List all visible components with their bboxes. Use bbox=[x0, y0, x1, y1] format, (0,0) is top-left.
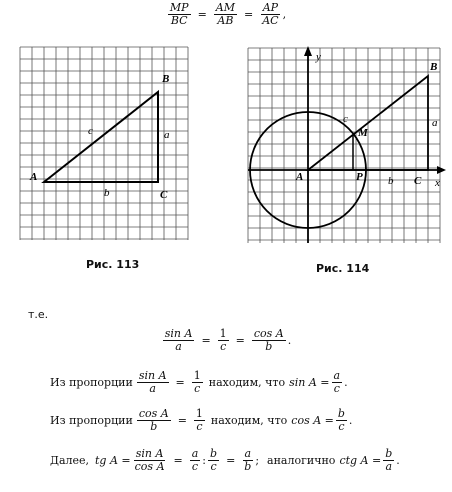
point-label-p: P bbox=[356, 171, 363, 183]
fraction-a-c bbox=[190, 448, 201, 472]
axis-label-x: x bbox=[435, 177, 440, 189]
fraction-1-c bbox=[218, 328, 229, 352]
numerator: cos A bbox=[253, 327, 284, 340]
numerator: a bbox=[244, 447, 252, 460]
text-prefix: Из пропорции bbox=[50, 413, 133, 427]
period: . bbox=[348, 413, 353, 427]
point-label-c: C bbox=[414, 175, 422, 187]
denominator: AC bbox=[262, 13, 279, 27]
denominator: b bbox=[265, 339, 273, 353]
derivation-line-tg bbox=[50, 448, 450, 472]
y-axis-arrow-icon bbox=[304, 46, 312, 56]
denominator: a bbox=[175, 339, 182, 353]
derivation-line-sin bbox=[50, 370, 450, 394]
numerator: sin A bbox=[138, 369, 167, 382]
fraction-a-b bbox=[242, 448, 253, 472]
text-tg: tg A = bbox=[95, 453, 131, 467]
colon: : bbox=[202, 453, 207, 467]
side-label-a: a bbox=[432, 117, 438, 129]
denominator: c bbox=[191, 459, 199, 473]
text-result: cos A = bbox=[291, 413, 334, 427]
side-label-c: c bbox=[343, 113, 348, 125]
numerator: sin A bbox=[164, 327, 193, 340]
equals-sign: = bbox=[244, 7, 254, 21]
denominator: c bbox=[194, 381, 201, 395]
fraction-1-c bbox=[192, 370, 203, 394]
denominator: c bbox=[220, 339, 227, 353]
denominator: c bbox=[210, 459, 217, 473]
denominator: BC bbox=[170, 13, 188, 27]
fraction-cosa-b bbox=[137, 408, 171, 432]
numerator: b bbox=[337, 407, 345, 420]
side-label-c: c bbox=[88, 125, 93, 137]
side-label-b: b bbox=[388, 175, 394, 187]
numerator: sin A bbox=[135, 447, 164, 460]
equals-sign: = bbox=[175, 375, 185, 389]
derivation-line-cos bbox=[50, 408, 450, 432]
denominator: c bbox=[338, 419, 345, 433]
equals-sign: = bbox=[201, 333, 211, 347]
denominator: c bbox=[333, 381, 340, 395]
figure-113-caption: Рис. 113 bbox=[86, 258, 140, 271]
text-result: sin A = bbox=[289, 375, 330, 389]
point-label-b: B bbox=[430, 61, 438, 73]
equals-sign: = bbox=[197, 7, 207, 21]
numerator: a bbox=[191, 447, 199, 460]
fraction-b-a bbox=[383, 448, 394, 472]
denominator: b bbox=[150, 419, 158, 433]
numerator: 1 bbox=[195, 407, 203, 420]
te-text: т.е. bbox=[28, 308, 49, 321]
point-label-c: C bbox=[160, 189, 168, 201]
fraction-cosa-b bbox=[252, 328, 286, 352]
axis-label-y: y bbox=[316, 51, 321, 63]
equals-sign: = bbox=[177, 413, 187, 427]
numerator: a bbox=[333, 369, 341, 382]
numerator: 1 bbox=[193, 369, 201, 382]
denominator: b bbox=[244, 459, 252, 473]
equals-sign: = bbox=[235, 333, 245, 347]
text-prefix: Из пропорции bbox=[50, 375, 133, 389]
numerator: 1 bbox=[219, 327, 227, 340]
figure-114-caption: Рис. 114 bbox=[316, 262, 370, 275]
fraction-sina-a bbox=[163, 328, 195, 352]
point-label-b: B bbox=[162, 73, 170, 85]
point-label-a: A bbox=[30, 171, 38, 183]
text-analog: аналогично bbox=[267, 453, 336, 467]
x-axis-arrow-icon bbox=[437, 166, 446, 174]
point-label-m: M bbox=[358, 127, 368, 139]
side-label-a: a bbox=[164, 129, 170, 141]
numerator: AP bbox=[262, 1, 279, 14]
period: . bbox=[344, 375, 348, 389]
denominator: cos A bbox=[134, 459, 165, 473]
numerator: MP bbox=[169, 1, 189, 14]
period: . bbox=[396, 453, 400, 467]
denominator: a bbox=[149, 381, 156, 395]
fraction-a-c bbox=[332, 370, 343, 394]
text-middle: находим, что bbox=[208, 375, 286, 389]
fraction-b-c bbox=[336, 408, 347, 432]
fraction-sina-cosa bbox=[133, 448, 167, 472]
denominator: a bbox=[385, 459, 393, 473]
numerator: b bbox=[385, 447, 393, 460]
comma: , bbox=[282, 7, 287, 21]
grid-114 bbox=[248, 48, 440, 243]
point-label-a: A bbox=[296, 171, 304, 183]
text-ctg: ctg A = bbox=[339, 453, 382, 467]
fraction-b-c bbox=[208, 448, 219, 472]
fraction-sina-a bbox=[137, 370, 169, 394]
text-middle: находим, что bbox=[210, 413, 288, 427]
period: . bbox=[287, 333, 292, 347]
equals-sign: = bbox=[173, 453, 183, 467]
equals-sign: = bbox=[226, 453, 236, 467]
formula-main bbox=[0, 328, 452, 352]
denominator: AB bbox=[217, 13, 234, 27]
text-prefix: Далее, bbox=[50, 453, 90, 467]
side-label-b: b bbox=[104, 187, 110, 199]
numerator: AM bbox=[215, 1, 235, 14]
numerator: b bbox=[210, 447, 218, 460]
denominator: c bbox=[196, 419, 203, 433]
semicolon: ; bbox=[255, 453, 260, 467]
numerator: cos A bbox=[138, 407, 169, 420]
fraction-1-c bbox=[194, 408, 205, 432]
